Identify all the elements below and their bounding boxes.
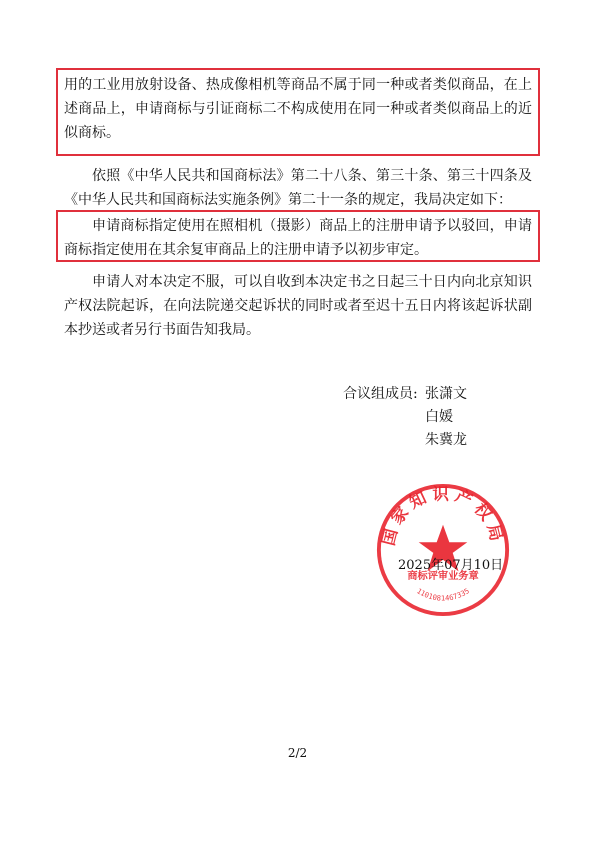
- decision-date: 2025年07月10日: [398, 558, 504, 573]
- panel-member: 白媛: [425, 409, 453, 425]
- panel-member: 朱冀龙: [425, 432, 467, 448]
- paragraph-decision: 申请商标指定使用在照相机（摄影）商品上的注册申请予以驳回，申请商标指定使用在其余复审商品上的注册申请予以初步审定。: [64, 218, 532, 258]
- seal-sub-text: 商标评审业务章: [407, 571, 479, 583]
- panel-label: 合议组成员:: [343, 386, 418, 402]
- panel-members: [343, 383, 467, 452]
- paragraph-appeal-notice: 申请人对本决定不服，可以自收到本决定书之日起三十日内向北京知识产权法院起诉，在向法院递交起诉状的同时或者至迟十五日内将该起诉状副本抄送或者另行书面告知我局。: [64, 274, 532, 338]
- page-number: 2/2: [287, 746, 308, 760]
- panel-member: 张潇文: [425, 386, 467, 402]
- official-seal: [375, 482, 511, 618]
- paragraph-reasoning: 用的工业用放射设备、热成像相机等商品不属于同一种或者类似商品，在上述商品上，申请商标与引证商标二不构成使用在同一种或者类似商品上的近似商标。: [64, 77, 532, 141]
- seal-arc-text: 国家知识产权局: [378, 484, 508, 548]
- seal-number: 1101081467335: [415, 586, 471, 603]
- paragraph-legal-basis: 依照《中华人民共和国商标法》第二十八条、第三十条、第三十四条及《中华人民共和国商标法实施条例》第二十一条的规定，我局决定如下：: [64, 168, 532, 208]
